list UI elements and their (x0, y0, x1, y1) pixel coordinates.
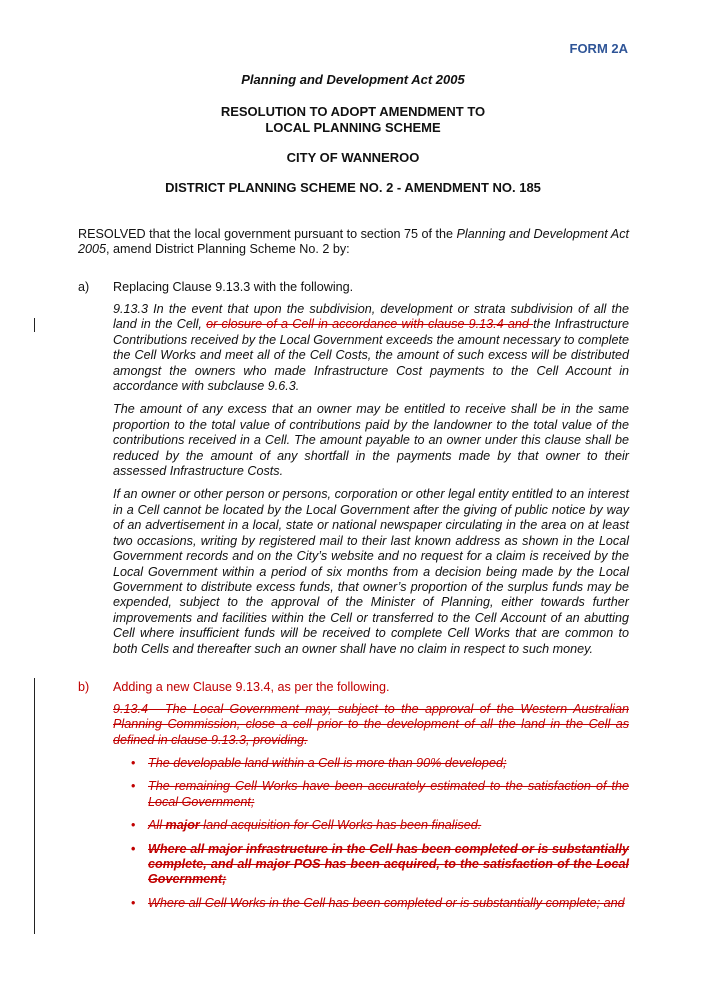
list-item: • The remaining Cell Works have been accurately estimated to the satisfaction of the Local Government; (131, 779, 629, 809)
clause-paragraph-1: 9.13.3 In the event that upon the subdivision, development or strata subdivision of all the land in the Cell, or closure of a Cell in accordance with clause 9.13.4 and the Infrastructure Contributions received by the Local Government exceeds the amount necessary to complete the Cell Works and meet all of the Cell Costs, the amount of such excess will be distributed amongst the owners who made Infrastructure Cost payments to the Cell Account in accordance with subclause 9.6.3. (113, 302, 629, 394)
list-item: • The developable land within a Cell is more than 90% developed; (131, 756, 507, 770)
bullet-icon: • (131, 779, 136, 794)
council-name: CITY OF WANNEROO (286, 150, 420, 165)
bullet-icon: • (131, 895, 136, 910)
bullet-icon: • (131, 756, 136, 770)
item-b-marker: b) (78, 680, 90, 694)
title-line-1: RESOLUTION TO ADOPT AMENDMENT TO (220, 104, 486, 119)
change-bar (34, 318, 35, 332)
clause-paragraph-2: The amount of any excess that an owner may be entitled to receive shall be in the same proportion to the total value of contributions paid by the landowner to the total value of the contributions received in a Cell. The amount payable to an owner under this clause shall be reduced by the amount of any shortfall in the payments made by that owner to their assessed Infrastructure Costs. (113, 402, 629, 479)
act-title: Planning and Development Act 2005 (241, 72, 465, 87)
act-reference: Planning and Development Act 2005 (78, 227, 629, 257)
form-label: FORM 2A (569, 41, 628, 56)
list-item: • All major land acquisition for Cell Works has been finalised. (131, 818, 482, 833)
bullet-icon: • (131, 818, 136, 833)
clause-paragraph-3: If an owner or other person or persons, corporation or other legal entity entitled to an interest in a Cell cannot be located by the Local Government after the giving of public notice by way of an advertisement in a local, state or national newspaper circulating in the area on at least two occasions, writing by registered mail to their last known address as shown in the Local Government records and on the City’s website and no request for a claim is received by the Local Government within a period of six months from a decision being made by the Local Government to distribute excess funds, that owner’s proportion of the surplus funds may be expended, subject to the approval of the Minister of Planning, either towards further improvements and facilities within the Cell or transferred to the Cell Account of an abutting Cell where insufficient funds will be received to complete Cell Works that are common to both Cells and thereafter such an owner shall have no claim in respect to such money. (113, 487, 629, 656)
document-title (0, 104, 706, 136)
change-bar-deleted-section (34, 678, 35, 934)
item-a-marker: a) (78, 280, 90, 294)
deleted-text: or closure of a Cell in accordance with clause 9.13.4 and (206, 317, 534, 332)
clause-9-13-3 (113, 302, 629, 665)
clause-9-13-4-conditions (113, 756, 629, 919)
clause-9-13-4: 9.13.4 - The Local Government may, subject to the approval of the Western Australian Planning Commission, close a cell prior to the development of all the land in the Cell as defined in clause 9.13.3, providing. (113, 702, 629, 747)
scheme-title: DISTRICT PLANNING SCHEME NO. 2 - AMENDMENT NO. 185 (165, 180, 541, 195)
item-b-text: Adding a new Clause 9.13.4, as per the following. (113, 680, 390, 694)
list-item: • Where all major infrastructure in the Cell has been completed or is substantially complete, and all major POS has been acquired, to the satisfaction of the Local Government; (131, 841, 629, 887)
list-item: • Where all Cell Works in the Cell has been completed or is substantially complete; and (131, 895, 625, 910)
item-a-text: Replacing Clause 9.13.3 with the following. (113, 280, 354, 294)
bullet-icon: • (131, 841, 136, 856)
resolution-paragraph: RESOLVED that the local government pursuant to section 75 of the Planning and Development Act 2005, amend District Planning Scheme No. 2 by: (78, 227, 629, 257)
title-line-2: LOCAL PLANNING SCHEME (265, 120, 441, 135)
